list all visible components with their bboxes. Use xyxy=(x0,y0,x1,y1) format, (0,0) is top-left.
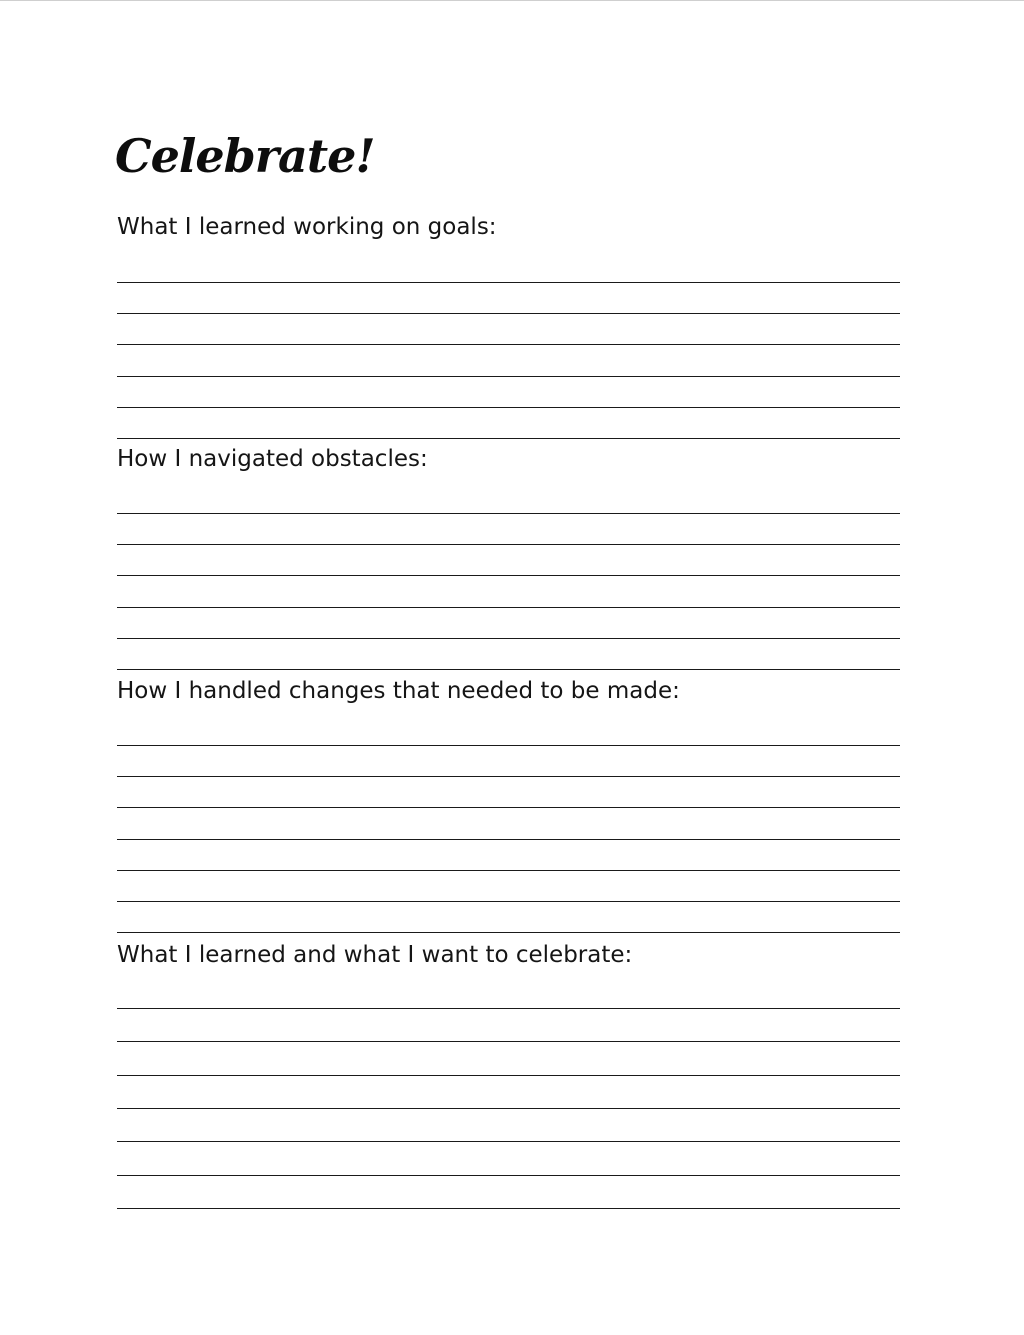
writing-line xyxy=(117,544,900,545)
writing-line xyxy=(117,638,900,639)
section-navigated-obstacles xyxy=(117,444,900,474)
writing-line xyxy=(117,376,900,377)
writing-line xyxy=(117,776,900,777)
writing-line xyxy=(117,901,900,902)
writing-line xyxy=(117,1208,900,1209)
section-prompt: What I learned working on goals: xyxy=(117,214,497,240)
writing-line xyxy=(117,1141,900,1142)
section-learned-goals xyxy=(117,212,900,242)
writing-line xyxy=(117,438,900,439)
writing-line xyxy=(117,344,900,345)
writing-line xyxy=(117,607,900,608)
writing-line xyxy=(117,745,900,746)
section-handled-changes xyxy=(117,676,900,706)
section-prompt: How I navigated obstacles: xyxy=(117,446,428,472)
page-title: Celebrate! xyxy=(115,129,375,183)
writing-line xyxy=(117,932,900,933)
writing-line xyxy=(117,513,900,514)
writing-line xyxy=(117,1108,900,1109)
writing-line xyxy=(117,1041,900,1042)
section-prompt: How I handled changes that needed to be made: xyxy=(117,678,680,704)
page-top-border xyxy=(0,0,1024,1)
writing-line xyxy=(117,407,900,408)
section-prompt: What I learned and what I want to celebrate: xyxy=(117,942,633,968)
writing-line xyxy=(117,282,900,283)
writing-line xyxy=(117,575,900,576)
writing-line xyxy=(117,870,900,871)
writing-line xyxy=(117,1008,900,1009)
writing-line xyxy=(117,313,900,314)
section-celebrate xyxy=(117,940,900,970)
writing-line xyxy=(117,839,900,840)
writing-line xyxy=(117,1175,900,1176)
writing-line xyxy=(117,669,900,670)
writing-line xyxy=(117,807,900,808)
writing-line xyxy=(117,1075,900,1076)
